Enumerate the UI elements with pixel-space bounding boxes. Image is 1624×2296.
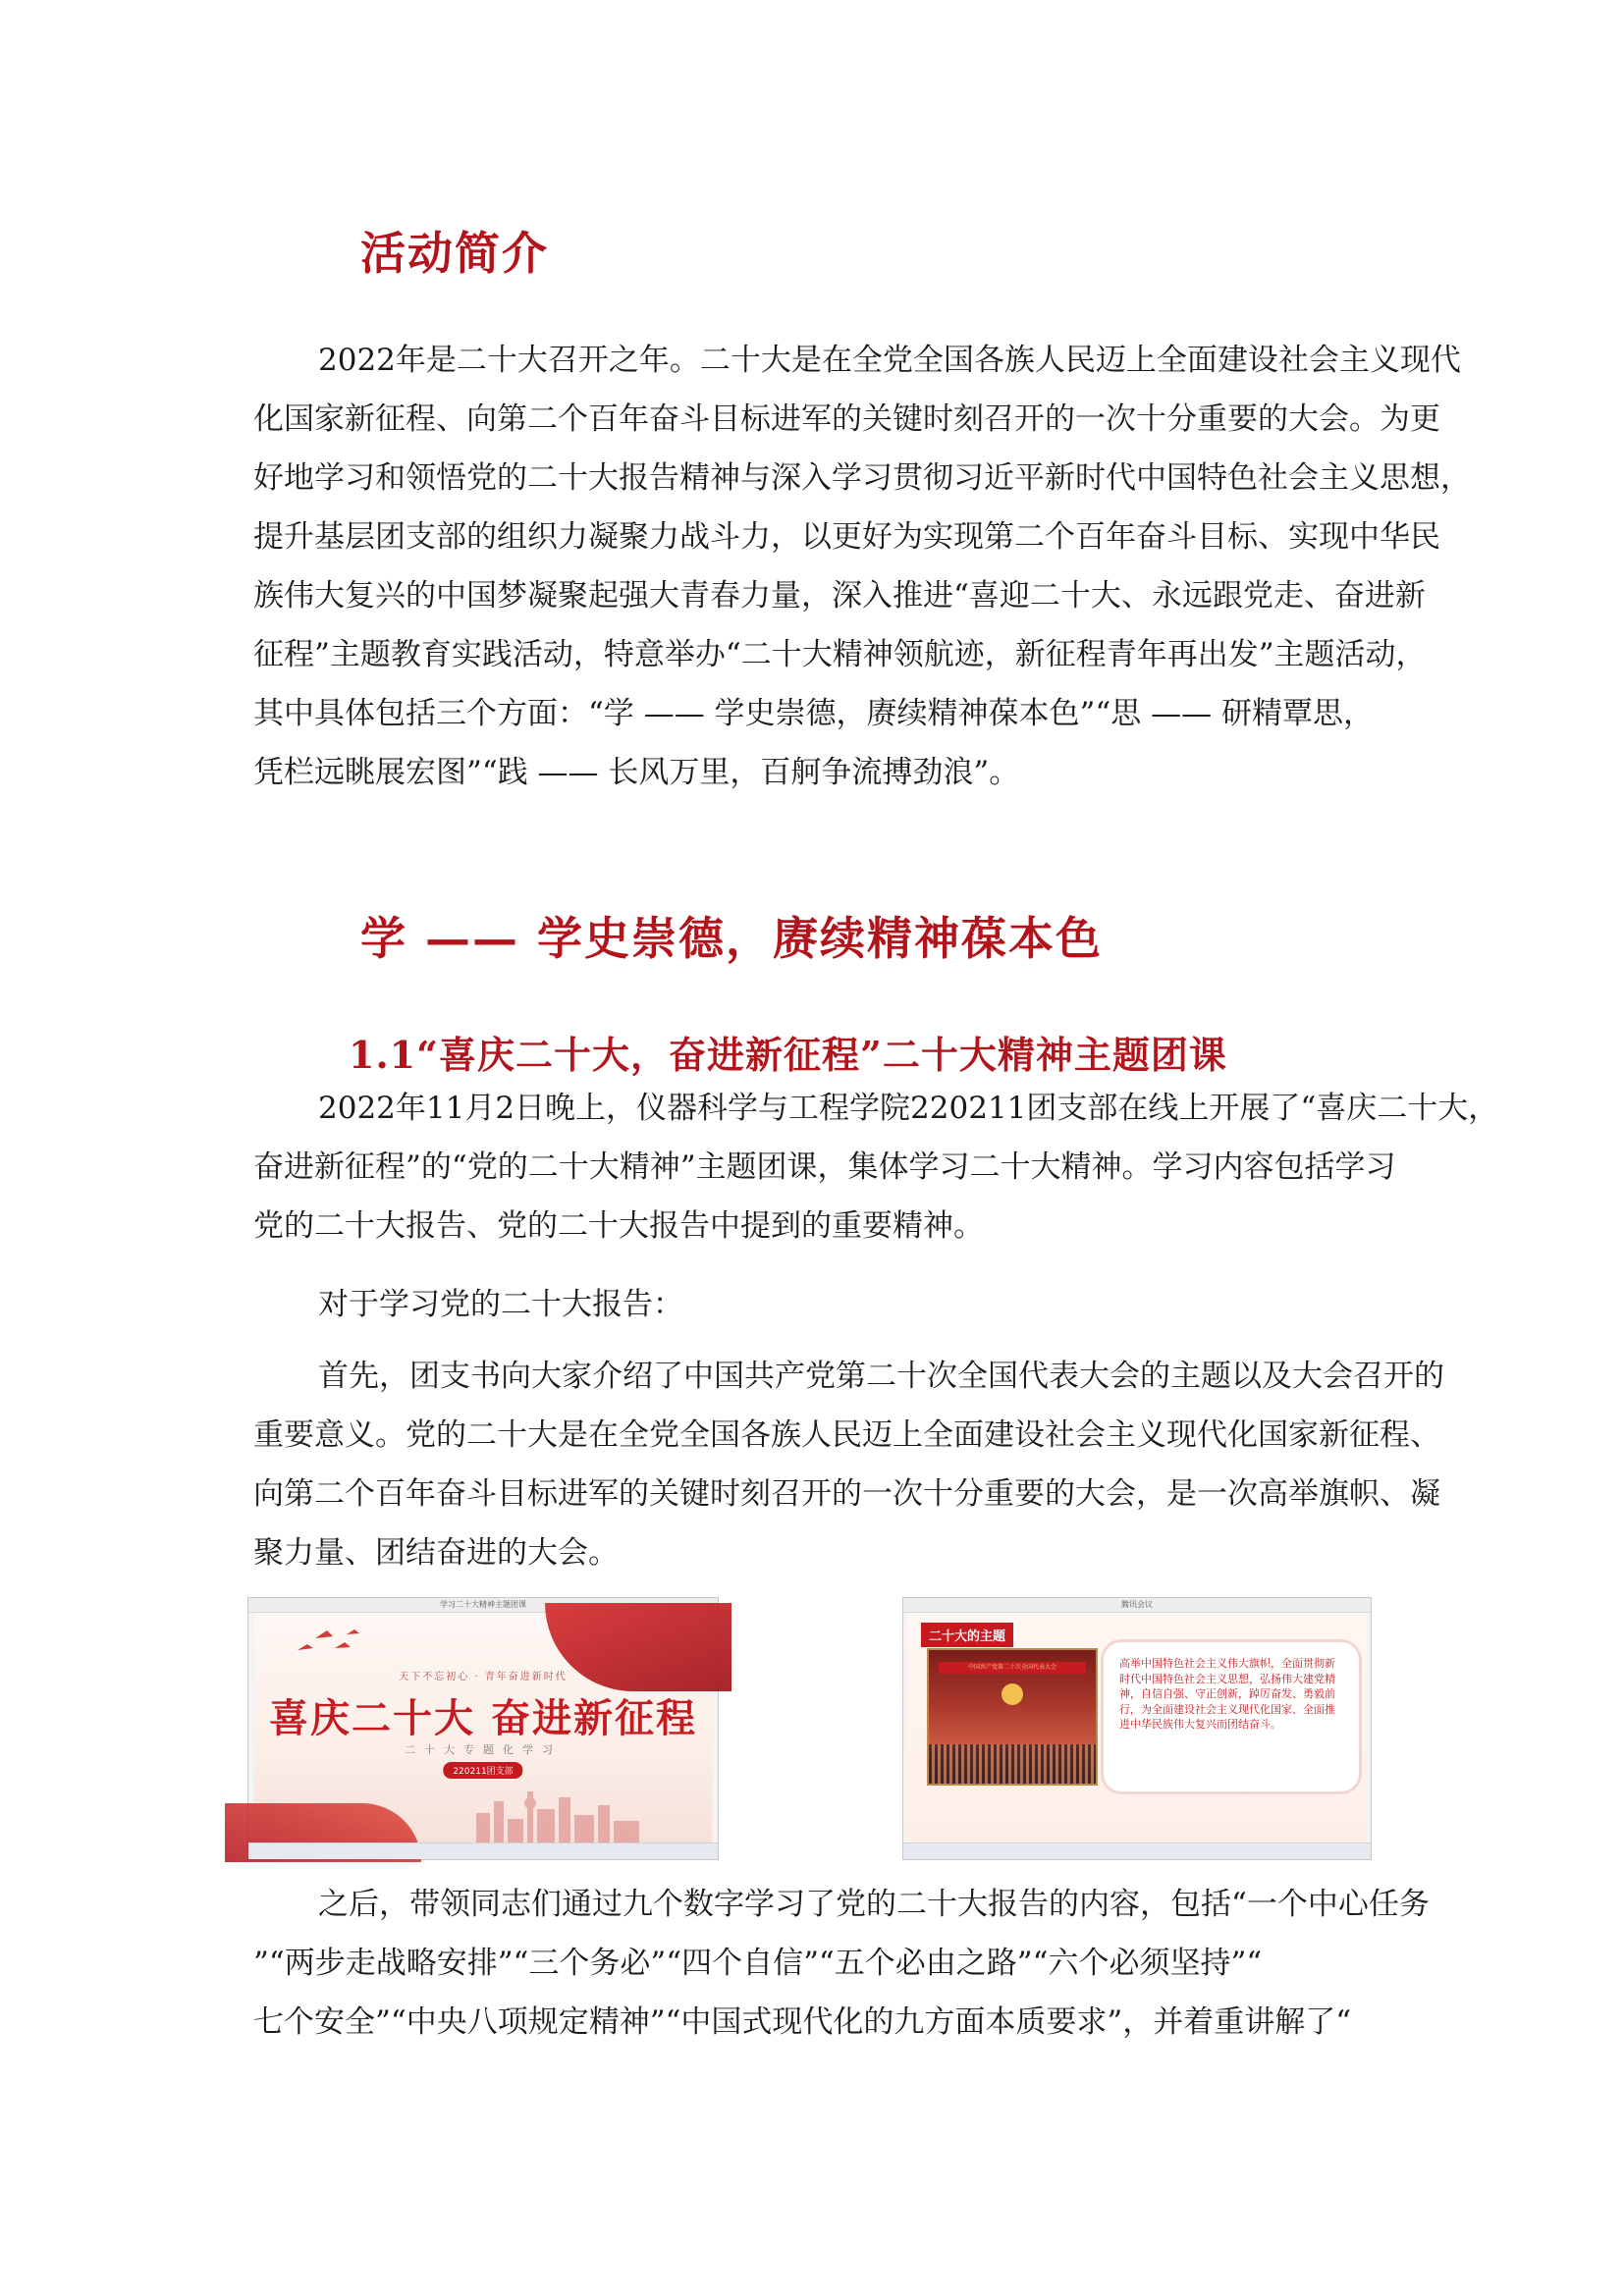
delegates-crowd — [929, 1744, 1096, 1784]
text-line: 族伟大复兴的中国梦凝聚起强大青春力量，深入推进“喜迎二十大、永远跟党走、奋进新 — [253, 578, 1426, 614]
text-line: 奋进新征程”的“党的二十大精神”主题团课，集体学习二十大精神。学习内容包括学习 — [253, 1149, 1396, 1185]
party-emblem-icon — [1001, 1683, 1023, 1705]
text-line: 提升基层团支部的组织力凝聚力战斗力，以更好为实现第二个百年奋斗目标、实现中华民 — [253, 519, 1440, 555]
text-line: 化国家新征程、向第二个百年奋斗目标进军的关键时刻召开的一次十分重要的大会。为更 — [253, 401, 1440, 437]
intro-paragraph — [253, 331, 1471, 802]
paragraph-1 — [253, 1079, 1499, 1255]
section-heading: 学 —— 学史崇德，赓续精神葆本色 — [360, 912, 1104, 965]
intro-heading: 活动简介 — [360, 227, 549, 280]
text-line: 之后，带领同志们通过九个数字学习了党的二十大报告的内容，包括“一个中心任务 — [318, 1887, 1430, 1922]
text-line: 2022年是二十大召开之年。二十大是在全党全国各族人民迈上全面建设社会主义现代 — [318, 343, 1461, 378]
window-title: 腾讯会议 — [1121, 1600, 1153, 1609]
text-line: 其中具体包括三个方面：“学 —— 学史崇德，赓续精神葆本色”“思 —— 研精覃思， — [253, 696, 1374, 731]
text-line: 重要意义。党的二十大是在全党全国各族人民迈上全面建设社会主义现代化国家新征程、 — [253, 1417, 1440, 1453]
text-line: 向第二个百年奋斗目标进军的关键时刻召开的一次十分重要的大会，是一次高举旗帜、凝 — [253, 1476, 1440, 1512]
taskbar — [903, 1842, 1371, 1859]
taskbar — [248, 1842, 718, 1859]
text-line: 党的二十大报告、党的二十大报告中提到的重要精神。 — [253, 1208, 984, 1244]
paragraph-3 — [253, 1347, 1444, 1582]
subsection-heading: 1.1“喜庆二十大，奋进新征程”二十大精神主题团课 — [349, 1033, 1227, 1077]
slide — [907, 1613, 1367, 1842]
great-hall-photo — [927, 1648, 1098, 1786]
doves-icon — [294, 1627, 362, 1666]
slide-title: 喜庆二十大 奋进新征程 — [269, 1695, 697, 1741]
text-line: ”“两步走战略安排”“三个务必”“四个自信”“五个必由之路”“六个必须坚持”“ — [253, 1946, 1263, 1981]
screenshot-team-lesson-slide — [247, 1597, 719, 1860]
text-line: 首先，团支书向大家介绍了中国共产党第二十次全国代表大会的主题以及大会召开的 — [318, 1359, 1444, 1394]
theme-text-box — [1104, 1642, 1359, 1791]
slide — [254, 1613, 712, 1842]
city-skyline-icon — [476, 1784, 643, 1842]
slide-badge: 220211团支部 — [443, 1762, 522, 1779]
window-title: 学习二十大精神主题团课 — [440, 1600, 526, 1609]
slide-tag: 二十大的主题 — [921, 1623, 1013, 1647]
text-line: 征程”主题教育实践活动，特意举办“二十大精神领航迹，新征程青年再出发”主题活动， — [253, 637, 1427, 672]
theme-text: 高举中国特色社会主义伟大旗帜，全面贯彻新时代中国特色社会主义思想，弘扬伟大建党精神，自信自强、守正创新，踔厉奋发、勇毅前行，为全面建设社会主义现代化国家、全面推进中华民族伟大复兴而团结奋斗。 — [1119, 1657, 1335, 1731]
hall-banner: 中国共产党第二十次全国代表大会 — [939, 1662, 1086, 1674]
paragraph-4 — [253, 1875, 1430, 2052]
text-line: 好地学习和领悟党的二十大报告精神与深入学习贯彻习近平新时代中国特色社会主义思想， — [253, 460, 1471, 496]
paragraph-2 — [253, 1275, 1380, 1334]
text-line: 聚力量、团结奋进的大会。 — [253, 1535, 619, 1571]
slide-subtitle: 二十大专题化学习 — [405, 1743, 562, 1756]
slide-slogan: 天下不忘初心 · 青年奋进新时代 — [399, 1672, 568, 1682]
text-line: 七个安全”“中央八项规定精神”“中国式现代化的九方面本质要求”，并着重讲解了“ — [253, 2004, 1352, 2040]
text-line: 凭栏远眺展宏图”“践 —— 长风万里，百舸争流搏劲浪”。 — [253, 755, 1020, 790]
window-titlebar — [903, 1598, 1371, 1613]
text-line: 对于学习党的二十大报告： — [318, 1287, 683, 1322]
text-line: 2022年11月2日晚上，仪器科学与工程学院220211团支部在线上开展了“喜庆二十大， — [318, 1091, 1499, 1126]
screenshot-congress-theme-slide — [902, 1597, 1372, 1860]
